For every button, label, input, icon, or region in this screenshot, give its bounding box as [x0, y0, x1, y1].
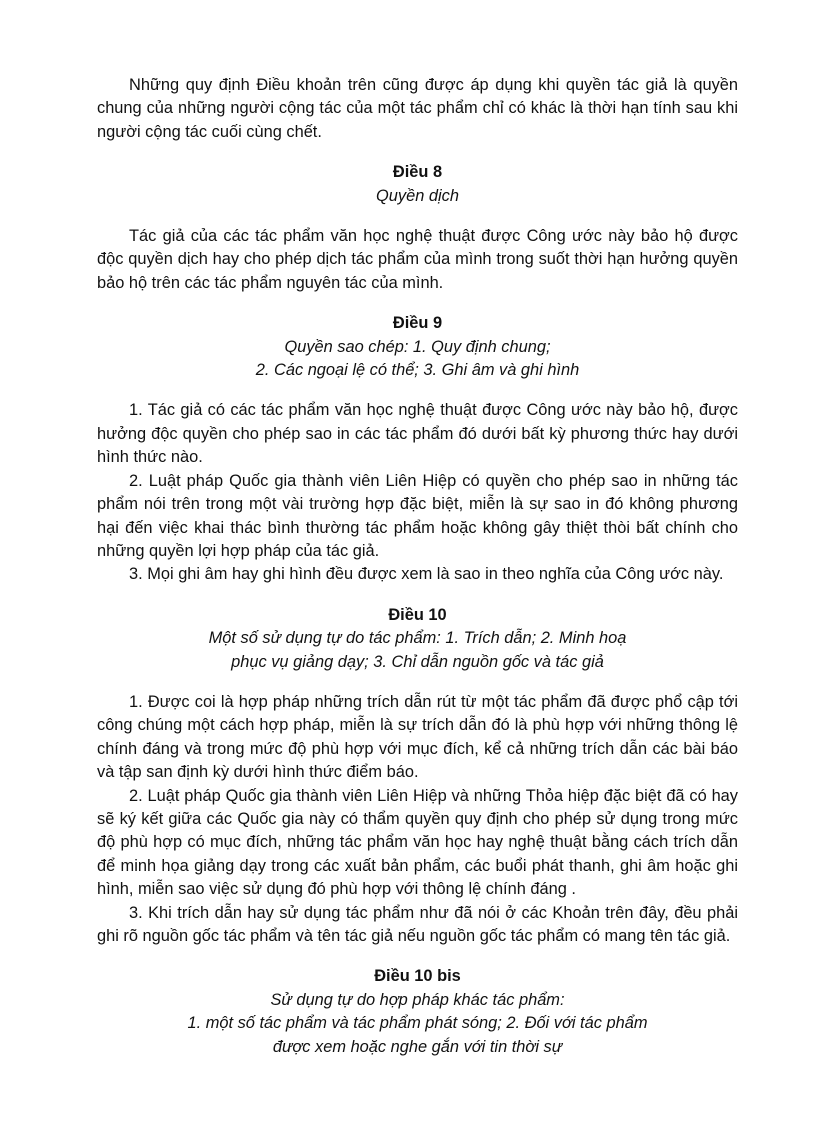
article-10bis-subtitle-line: 1. một số tác phẩm và tác phẩm phát sóng; 2. Đối với tác phẩm	[187, 1014, 648, 1033]
article-9-subtitle	[97, 336, 738, 383]
article-10bis-subtitle-line: được xem hoặc nghe gắn với tin thời sự	[272, 1037, 563, 1056]
article-10-paragraph-1: 1. Được coi là hợp pháp những trích dẫn rút từ một tác phẩm đã được phổ cập tới công chúng một cách hợp pháp, miễn là sự trích dẫn đó là phù hợp với những thông lệ chính đáng và trong mức độ phù hợp với mục đích, kể cả những trích dẫn các bài báo và tập san định kỳ dưới hình thức điểm báo.	[97, 692, 738, 782]
article-10bis-subtitle-line: Sử dụng tự do hợp pháp khác tác phẩm:	[270, 990, 565, 1009]
article-9-paragraph-3: 3. Mọi ghi âm hay ghi hình đều được xem là sao in theo nghĩa của Công ước này.	[129, 565, 724, 584]
article-10-subtitle	[97, 627, 738, 674]
article-8-paragraph: Tác giả của các tác phẩm văn học nghệ thuật được Công ước này bảo hộ được độc quyền dịch hay cho phép dịch tác phẩm của mình trong suốt thời hạn hưởng quyền bảo hộ trên các tác phẩm nguyên tác của mình.	[97, 227, 738, 292]
article-10-subtitle-line: phục vụ giảng dạy; 3. Chỉ dẫn nguồn gốc và tác giả	[231, 652, 604, 671]
article-10-paragraph-2: 2. Luật pháp Quốc gia thành viên Liên Hiệp và những Thỏa hiệp đặc biệt đã có hay sẽ ký kết giữa các Quốc gia này có thẩm quyền quy định cho phép sử dụng trong mức độ phù hợp có mục đích, những tác phẩm văn học hay nghệ thuật bằng cách trích dẫn để minh họa giảng dạy trong các xuất bản phẩm, các buổi phát thanh, ghi âm hoặc ghi hình, miễn sao việc sử dụng đó phù hợp với thông lệ chính đáng .	[97, 786, 738, 899]
intro-paragraph: Những quy định Điều khoản trên cũng được áp dụng khi quyền tác giả là quyền chung của những người cộng tác của một tác phẩm chỉ có khác là thời hạn tính sau khi người cộng tác cuối cùng chết.	[97, 76, 738, 141]
article-10bis-subtitle	[97, 989, 738, 1059]
article-9-subtitle-line: Quyền sao chép: 1. Quy định chung;	[284, 337, 551, 356]
article-10-heading: Điều 10	[388, 605, 447, 624]
article-10-paragraph-3: 3. Khi trích dẫn hay sử dụng tác phẩm như đã nói ở các Khoản trên đây, đều phải ghi rõ nguồn gốc tác phẩm và tên tác giả nếu nguồn gốc tác phẩm có mang tên tác giả.	[97, 903, 738, 945]
article-9-subtitle-line: 2. Các ngoại lệ có thể; 3. Ghi âm và ghi hình	[255, 361, 580, 380]
article-9-paragraph-2: 2. Luật pháp Quốc gia thành viên Liên Hiệp có quyền cho phép sao in những tác phẩm nói trên trong một vài trường hợp đặc biệt, miễn là sự sao in đó không phương hại đến việc khai thác bình thường tác phẩm hoặc không gây thiệt thòi bất chính cho những quyền lợi hợp pháp của tác giả.	[97, 471, 738, 560]
article-10bis-heading: Điều 10 bis	[374, 967, 461, 986]
document-page	[97, 74, 738, 1059]
article-10-subtitle-line: Một số sử dụng tự do tác phẩm: 1. Trích dẫn; 2. Minh hoạ	[208, 629, 627, 648]
article-9-paragraph-1: 1. Tác giả có các tác phẩm văn học nghệ thuật được Công ước này bảo hộ, được hưởng độc quyền cho phép sao in các tác phẩm đó dưới bất kỳ phương thức hay dưới hình thức nào.	[97, 401, 738, 467]
article-8-heading: Điều 8	[392, 163, 443, 182]
article-9-heading: Điều 9	[392, 314, 443, 333]
article-8-subtitle: Quyền dịch	[376, 186, 459, 205]
